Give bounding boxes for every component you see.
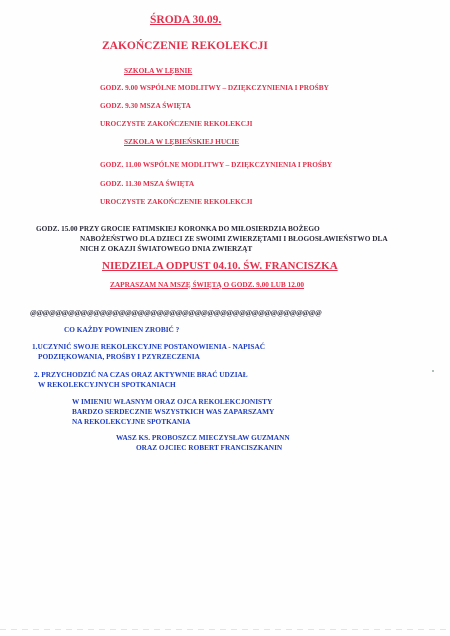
school-huta-heading: SZKOŁA W LĘBIEŃSKIEJ HUCIE: [124, 137, 240, 146]
grotto-line-2: NABOŻEŃSTWO DLA DZIECI ZE SWOIMI ZWIERZĘTAMI I BŁOGOSŁAWIEŃSTWO DLA: [80, 234, 388, 243]
sunday-heading: NIEDZIELA ODPUST 04.10. ŚW. FRANCISZKA: [102, 260, 338, 272]
scan-edge-line: [0, 629, 450, 630]
signature-line-1: WASZ KS. PROBOSZCZ MIECZYSŁAW GUZMANN: [116, 433, 290, 442]
huta-mass-line: GODZ. 11.30 MSZA ŚWIĘTA: [100, 179, 195, 188]
duty-2-line-2: W REKOLEKCYJNYCH SPOTKANIACH: [38, 380, 176, 389]
sunday-invitation: ZAPRASZAM NA MSZĘ ŚWIĘTĄ O GODZ. 9.00 LUB 12.00: [110, 280, 305, 289]
school-lebno-heading: SZKOŁA W LĘBNIE: [124, 66, 193, 75]
scan-speck: [432, 370, 434, 372]
signature-line-2: ORAZ OJCIEC ROBERT FRANCISZKANIN: [136, 443, 283, 452]
grotto-line-1: GODZ. 15.00 PRZY GROCIE FATIMSKIEJ KORONKA DO MIŁOSIERDZIA BOŻEGO: [36, 224, 320, 233]
lebno-prayer-line: GODZ. 9.00 WSPÓLNE MODLITWY – DZIĘKCZYNIENIA I PROŚBY: [100, 83, 329, 92]
thanks-line-3: NA REKOLEKCYJNE SPOTKANIA: [72, 417, 191, 426]
duty-1-line-1: 1.UCZYNIĆ SWOJE REKOLEKCYJNE POSTANOWIENIA - NAPISAĆ: [32, 342, 265, 351]
duty-1-line-2: PODZIĘKOWANIA, PROŚBY I PZYRZECZENIA: [38, 352, 200, 361]
duties-question: CO KAŻDY POWINIEN ZROBIĆ ?: [64, 325, 180, 334]
divider-line: @@@@@@@@@@@@@@@@@@@@@@@@@@@@@@@@@@@@@@@@@@@@@@: [30, 309, 322, 317]
lebno-closing-line: UROCZYSTE ZAKOŃCZENIE REKOLEKCJI: [100, 119, 253, 128]
lebno-mass-line: GODZ. 9.30 MSZA ŚWIĘTA: [100, 101, 191, 110]
duty-2-line-1: 2. PRZYCHODZIĆ NA CZAS ORAZ AKTYWNIE BRAĆ UDZIAŁ: [34, 370, 248, 379]
thanks-line-1: W IMIENIU WŁASNYM ORAZ OJCA REKOLEKCJONISTY: [72, 397, 273, 406]
day-heading: ŚRODA 30.09.: [150, 14, 222, 26]
thanks-line-2: BARDZO SERDECZNIE WSZYSTKICH WAS ZAPARSZAMY: [72, 407, 275, 416]
huta-prayer-line: GODZ. 11.00 WSPÓLNE MODLITWY – DZIĘKCZYNIENIA I PROŚBY: [100, 160, 333, 169]
huta-closing-line: UROCZYSTE ZAKOŃCZENIE REKOLEKCJI: [100, 197, 253, 206]
grotto-line-3: NICH Z OKAZJI ŚWIATOWEGO DNIA ZWIERZĄT: [80, 244, 253, 253]
closing-title: ZAKOŃCZENIE REKOLEKCJI: [102, 40, 268, 52]
